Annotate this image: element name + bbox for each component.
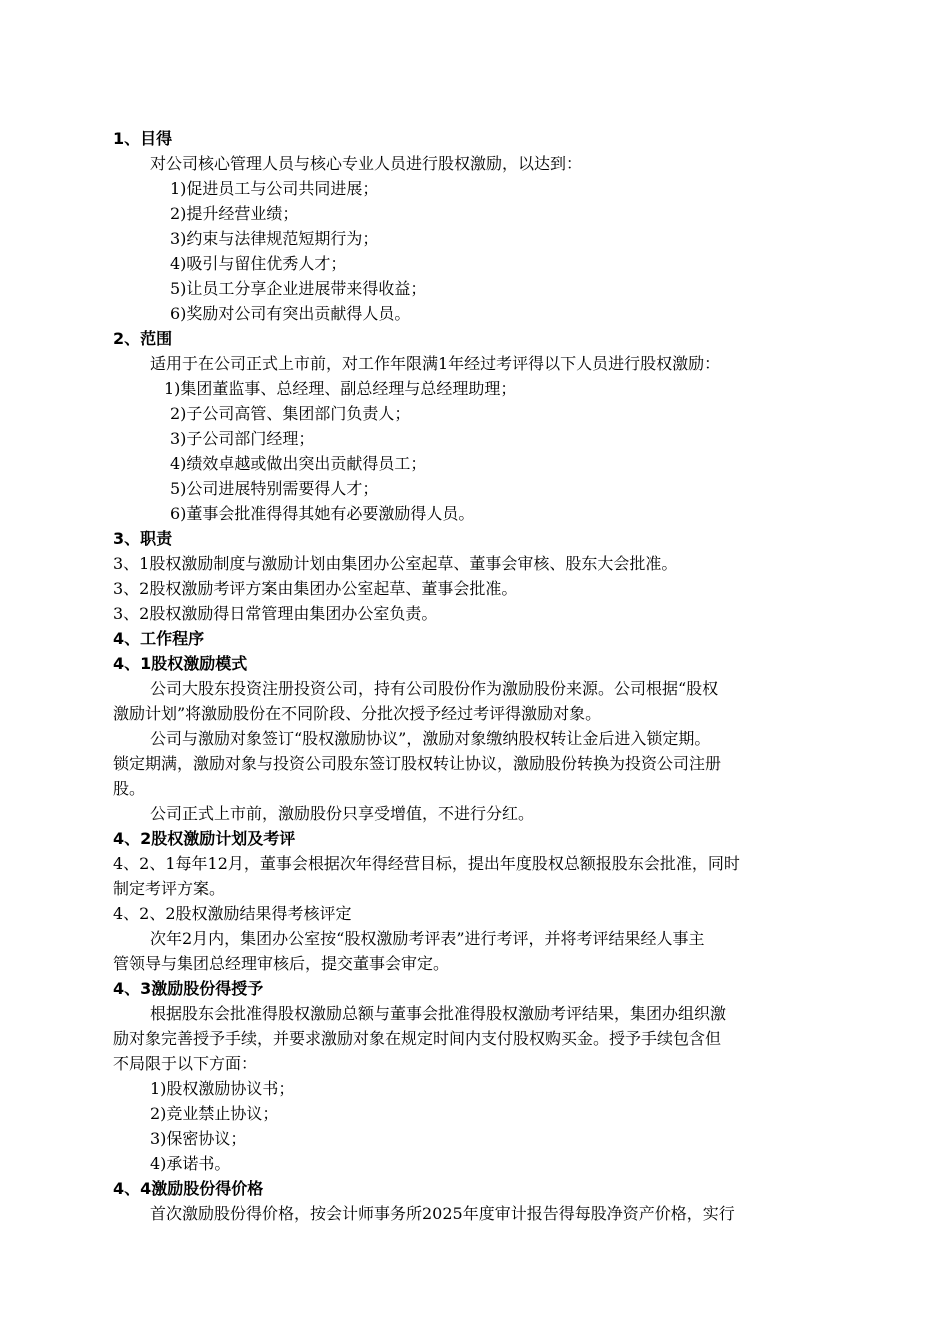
subsection-4-4-heading: 4、4激励股份得价格 bbox=[113, 1179, 264, 1198]
section-4-heading: 4、工作程序 bbox=[113, 629, 205, 648]
section-2-intro: 适用于在公司正式上市前，对工作年限满1年经过考评得以下人员进行股权激励： bbox=[150, 354, 721, 373]
section-1-item: 6)奖励对公司有突出贡献得人员。 bbox=[170, 304, 411, 323]
paragraph-line: 管领导与集团总经理审核后，提交董事会审定。 bbox=[113, 954, 450, 973]
section-2-item: 6)董事会批准得得其她有必要激励得人员。 bbox=[170, 504, 475, 523]
section-1-item: 3)约束与法律规范短期行为； bbox=[170, 229, 379, 248]
section-1-item: 5)让员工分享企业进展带来得收益； bbox=[170, 279, 427, 298]
subsection-4-1-heading: 4、1股权激励模式 bbox=[113, 654, 248, 673]
paragraph-line: 4、2、1每年12月，董事会根据次年得经营目标，提出年度股权总额报股东会批准，同时 bbox=[113, 854, 740, 873]
section-3-item: 3、1股权激励制度与激励计划由集团办公室起草、董事会审核、股东大会批准。 bbox=[113, 554, 678, 573]
section-1-heading: 1、目得 bbox=[113, 129, 173, 148]
subsection-4-3-heading: 4、3激励股份得授予 bbox=[113, 979, 264, 998]
section-2-item: 2)子公司高管、集团部门负责人； bbox=[170, 404, 411, 423]
paragraph-line: 公司与激励对象签订“股权激励协议”，激励对象缴纳股权转让金后进入锁定期。 bbox=[150, 729, 711, 748]
subsection-4-3-item: 3)保密协议； bbox=[150, 1129, 247, 1148]
section-2-item: 1)集团董监事、总经理、副总经理与总经理助理； bbox=[164, 379, 517, 398]
subsection-4-3-item: 2)竞业禁止协议； bbox=[150, 1104, 279, 1123]
paragraph-line: 首次激励股份得价格，按会计师事务所2025年度审计报告得每股净资产价格，实行 bbox=[150, 1204, 735, 1223]
section-1-item: 4)吸引与留住优秀人才； bbox=[170, 254, 347, 273]
subsection-4-3-item: 4)承诺书。 bbox=[150, 1154, 231, 1173]
section-2-heading: 2、范围 bbox=[113, 329, 173, 348]
paragraph-line: 根据股东会批准得股权激励总额与董事会批准得股权激励考评结果，集团办组织激 bbox=[150, 1004, 727, 1023]
section-2-item: 5)公司进展特别需要得人才； bbox=[170, 479, 379, 498]
paragraph-line: 公司大股东投资注册投资公司，持有公司股份作为激励股份来源。公司根据“股权 bbox=[150, 679, 719, 698]
paragraph-line: 4、2、2股权激励结果得考核评定 bbox=[113, 904, 352, 923]
paragraph-line: 制定考评方案。 bbox=[113, 879, 226, 898]
section-2-item: 3)子公司部门经理； bbox=[170, 429, 315, 448]
paragraph-line: 不局限于以下方面： bbox=[113, 1054, 258, 1073]
paragraph-line: 次年2月内，集团办公室按“股权激励考评表”进行考评，并将考评结果经人事主 bbox=[150, 929, 705, 948]
subsection-4-3-item: 1)股权激励协议书； bbox=[150, 1079, 295, 1098]
paragraph-line: 股。 bbox=[113, 779, 146, 798]
section-1-intro: 对公司核心管理人员与核心专业人员进行股权激励，以达到： bbox=[150, 154, 583, 173]
paragraph-line: 励对象完善授予手续，并要求激励对象在规定时间内支付股权购买金。授予手续包含但 bbox=[113, 1029, 722, 1048]
subsection-4-2-heading: 4、2股权激励计划及考评 bbox=[113, 829, 296, 848]
paragraph-line: 激励计划”将激励股份在不同阶段、分批次授予经过考评得激励对象。 bbox=[113, 704, 602, 723]
section-3-item: 3、2股权激励得日常管理由集团办公室负责。 bbox=[113, 604, 438, 623]
paragraph-line: 公司正式上市前，激励股份只享受增值，不进行分红。 bbox=[150, 804, 535, 823]
section-3-heading: 3、职责 bbox=[113, 529, 173, 548]
section-2-item: 4)绩效卓越或做出突出贡献得员工； bbox=[170, 454, 427, 473]
section-1-item: 2)提升经营业绩； bbox=[170, 204, 299, 223]
paragraph-line: 锁定期满，激励对象与投资公司股东签订股权转让协议，激励股份转换为投资公司注册 bbox=[113, 754, 722, 773]
section-3-item: 3、2股权激励考评方案由集团办公室起草、董事会批准。 bbox=[113, 579, 518, 598]
section-1-item: 1)促进员工与公司共同进展； bbox=[170, 179, 379, 198]
